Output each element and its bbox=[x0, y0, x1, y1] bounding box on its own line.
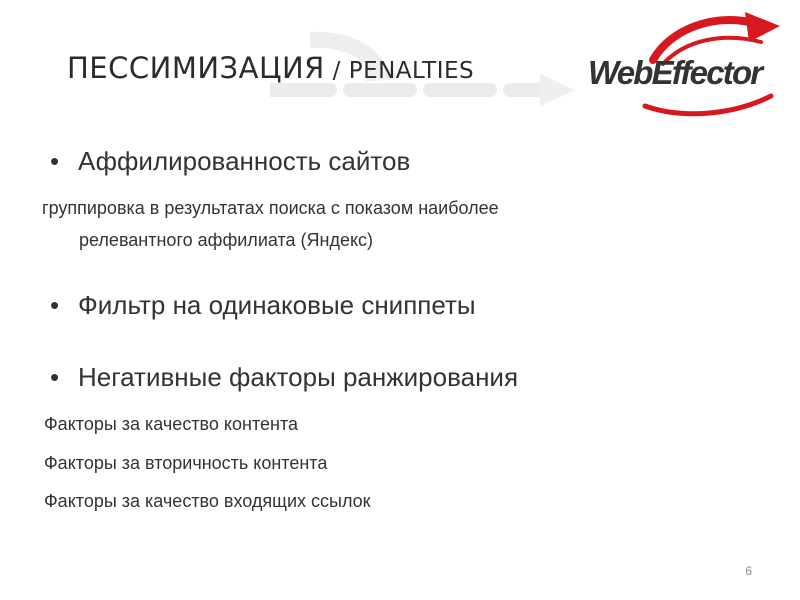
title-main: ПЕССИМИЗАЦИЯ bbox=[67, 51, 325, 85]
logo-wordmark: WebEffector bbox=[588, 54, 762, 91]
bullet-detail-line: Факторы за вторичность контента bbox=[44, 453, 328, 473]
bullet-detail-line: релевантного аффилиата (Яндекс) bbox=[79, 230, 374, 250]
bullet-snippets-filter bbox=[50, 290, 476, 321]
bullet-label: Аффилированность сайтов bbox=[78, 146, 411, 176]
page-number: 6 bbox=[745, 564, 752, 578]
bullet-affiliation bbox=[50, 146, 410, 177]
bullet-negative-factors bbox=[50, 362, 518, 393]
webeffector-logo bbox=[585, 8, 785, 120]
bullet-dot: • bbox=[50, 146, 60, 176]
bullet-detail-line: группировка в результатах поиска с показом наиболее bbox=[42, 198, 499, 218]
bullet-detail-line: Факторы за качество входящих ссылок bbox=[44, 491, 371, 511]
bullet-detail-line: Факторы за качество контента bbox=[44, 414, 299, 434]
bullet-label: Негативные факторы ранжирования bbox=[78, 362, 519, 392]
title-subtitle: / PENALTIES bbox=[324, 58, 475, 84]
bullet-dot: • bbox=[50, 362, 60, 392]
slide-title bbox=[67, 48, 474, 86]
bullet-label: Фильтр на одинаковые сниппеты bbox=[78, 290, 476, 320]
bullet-dot: • bbox=[50, 290, 60, 320]
